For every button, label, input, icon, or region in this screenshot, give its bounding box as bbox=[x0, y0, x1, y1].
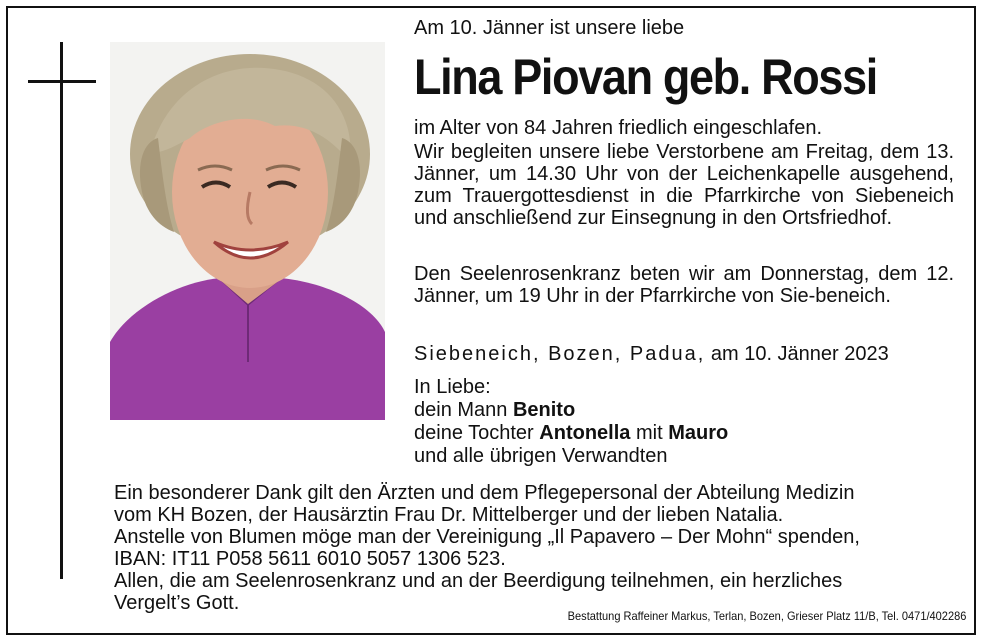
thanks-block bbox=[114, 482, 954, 614]
daughter-prefix: deine Tochter bbox=[414, 422, 534, 444]
places: Siebeneich, Bozen, Padua, bbox=[414, 343, 706, 365]
portrait-photo bbox=[110, 42, 385, 420]
notice-date: am 10. Jänner 2023 bbox=[710, 343, 889, 365]
place-date-line bbox=[414, 342, 889, 366]
partner-name: Mauro bbox=[668, 422, 729, 444]
with-word: mit bbox=[635, 422, 663, 444]
thanks-line-5: Allen, die am Seelenrosenkranz und an der Beerdigung teilnehmen, ein herzliches bbox=[114, 570, 843, 592]
portrait-illustration bbox=[110, 42, 385, 420]
daughter-name: Antonella bbox=[539, 422, 631, 444]
cross-icon bbox=[60, 42, 63, 579]
husband-name: Benito bbox=[512, 399, 576, 421]
age-line: im Alter von 84 Jahren friedlich eingeschlafen. bbox=[414, 117, 823, 139]
cross-icon-bar bbox=[28, 80, 96, 83]
thanks-line-2: vom KH Bozen, der Hausärztin Frau Dr. Mittelberger und der lieben Natalia. bbox=[114, 504, 784, 526]
mourner-husband-line bbox=[414, 399, 728, 422]
thanks-line-1: Ein besonderer Dank gilt den Ärzten und dem Pflegepersonal der Abteilung Medizin bbox=[114, 482, 855, 504]
husband-prefix: dein Mann bbox=[414, 399, 508, 421]
funeral-home-footer: Bestattung Raffeiner Markus, Terlan, Bozen, Grieser Platz 11/B, Tel. 0471/402286 bbox=[567, 609, 966, 623]
rosary-paragraph: Den Seelenrosenkranz beten wir am Donnerstag, dem 12. Jänner, um 19 Uhr in der Pfarrkirche von Sie-beneich. bbox=[414, 263, 954, 307]
deceased-name: Lina Piovan geb. Rossi bbox=[414, 49, 877, 105]
other-relatives: und alle übrigen Verwandten bbox=[414, 445, 668, 467]
funeral-paragraph: Wir begleiten unsere liebe Verstorbene am Freitag, dem 13. Jänner, um 14.30 Uhr von der Leichenkapelle ausgehend, zum Trauergottesdienst in die Pfarrkirche von Siebeneich und anschließend zur Einsegnung in den Ortsfriedhof. bbox=[414, 141, 954, 229]
intro-line: Am 10. Jänner ist unsere liebe bbox=[414, 17, 685, 39]
mourners-heading: In Liebe: bbox=[414, 376, 491, 398]
mourner-daughter-line bbox=[414, 422, 728, 445]
thanks-line-6: Vergelt’s Gott. bbox=[114, 592, 240, 614]
thanks-line-3: Anstelle von Blumen möge man der Vereinigung „Il Papavero – Der Mohn“ spenden, bbox=[114, 526, 860, 548]
thanks-line-4: IBAN: IT11 P058 5611 6010 5057 1306 523. bbox=[114, 548, 506, 570]
mourners-block bbox=[414, 376, 728, 468]
